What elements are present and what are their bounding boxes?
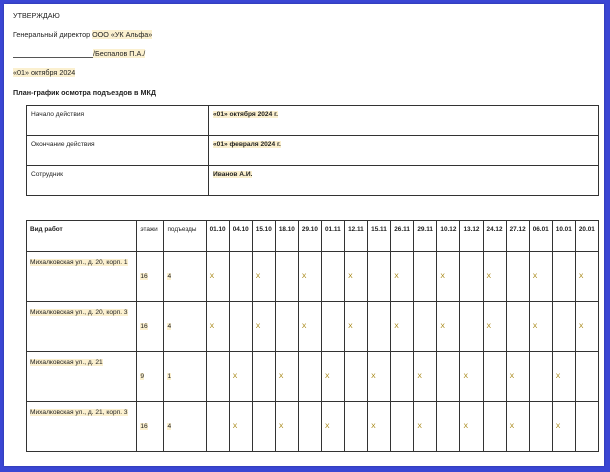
info-label: Сотрудник bbox=[27, 166, 209, 196]
schedule-cell bbox=[460, 402, 483, 452]
schedule-cell bbox=[345, 402, 368, 452]
inspection-mark: X bbox=[255, 323, 261, 330]
schedule-cell bbox=[437, 402, 460, 452]
info-value: «01» февраля 2024 г. bbox=[213, 141, 281, 148]
schedule-cell bbox=[298, 352, 321, 402]
floors-value: 16 bbox=[140, 423, 148, 430]
document-title: План-график осмотра подъездов в МКД bbox=[13, 88, 156, 97]
inspection-mark: X bbox=[209, 273, 215, 280]
schedule-cell bbox=[414, 402, 437, 452]
schedule-cell bbox=[506, 402, 529, 452]
schedule-cell bbox=[206, 402, 229, 452]
inspection-mark: X bbox=[371, 373, 376, 380]
schedule-cell bbox=[252, 352, 275, 402]
entrances-value: 4 bbox=[167, 273, 172, 280]
schedule-cell bbox=[552, 252, 575, 302]
inspection-mark: X bbox=[578, 273, 584, 280]
schedule-cell bbox=[206, 302, 229, 352]
info-value-cell bbox=[209, 106, 599, 136]
floors-value: 16 bbox=[140, 323, 148, 330]
info-value-cell bbox=[209, 166, 599, 196]
inspection-mark: X bbox=[578, 323, 584, 330]
info-value: «01» октября 2024 г. bbox=[213, 111, 279, 118]
date-header: 18.10 bbox=[275, 221, 298, 252]
entrances-value: 4 bbox=[167, 423, 172, 430]
schedule-cell bbox=[529, 402, 552, 452]
document-page bbox=[4, 4, 604, 466]
schedule-cell bbox=[437, 352, 460, 402]
schedule-cell bbox=[483, 352, 506, 402]
schedule-table bbox=[26, 220, 599, 452]
inspection-mark: X bbox=[278, 423, 284, 430]
approval-date bbox=[13, 68, 75, 77]
date-header: 27.12 bbox=[506, 221, 529, 252]
date-header: 24.12 bbox=[483, 221, 506, 252]
inspection-mark: X bbox=[417, 423, 422, 430]
info-value-cell bbox=[209, 136, 599, 166]
floors-value: 9 bbox=[140, 373, 145, 380]
schedule-cell bbox=[460, 352, 483, 402]
schedule-cell bbox=[229, 302, 252, 352]
schedule-cell bbox=[229, 352, 252, 402]
signature-blank bbox=[13, 50, 93, 58]
info-row bbox=[27, 166, 599, 196]
date-header: 29.11 bbox=[414, 221, 437, 252]
date-header: 01.11 bbox=[322, 221, 345, 252]
director-title: Генеральный директор bbox=[13, 30, 91, 39]
schedule-header: подъезды bbox=[164, 221, 206, 252]
inspection-mark: X bbox=[394, 323, 399, 330]
schedule-cell bbox=[298, 252, 321, 302]
schedule-header: этажи bbox=[137, 221, 164, 252]
date-header: 12.11 bbox=[345, 221, 368, 252]
date-header: 15.11 bbox=[368, 221, 391, 252]
signature-line bbox=[13, 49, 145, 58]
table-row bbox=[27, 252, 599, 302]
inspection-mark: X bbox=[440, 273, 445, 280]
schedule-cell bbox=[575, 352, 598, 402]
inspection-mark: X bbox=[509, 373, 515, 380]
schedule-cell bbox=[229, 402, 252, 452]
inspection-mark: X bbox=[232, 423, 238, 430]
address-cell bbox=[27, 352, 137, 402]
schedule-cell bbox=[391, 302, 414, 352]
address-cell bbox=[27, 302, 137, 352]
schedule-cell bbox=[529, 352, 552, 402]
schedule-cell bbox=[275, 352, 298, 402]
address-cell bbox=[27, 402, 137, 452]
schedule-cell bbox=[252, 302, 275, 352]
address-text: Михалковская ул., д. 20, корп. 1 bbox=[30, 259, 128, 266]
inspection-mark: X bbox=[325, 423, 330, 430]
inspection-mark: X bbox=[417, 373, 422, 380]
schedule-cell bbox=[552, 352, 575, 402]
schedule-cell bbox=[368, 252, 391, 302]
table-row bbox=[27, 302, 599, 352]
inspection-mark: X bbox=[532, 273, 538, 280]
schedule-cell bbox=[529, 302, 552, 352]
inspection-mark: X bbox=[440, 323, 445, 330]
schedule-cell bbox=[460, 252, 483, 302]
inspection-mark: X bbox=[463, 423, 469, 430]
inspection-mark: X bbox=[325, 373, 330, 380]
schedule-cell bbox=[252, 402, 275, 452]
schedule-cell bbox=[345, 302, 368, 352]
schedule-cell bbox=[252, 252, 275, 302]
address-text: Михалковская ул., д. 20, корп. 3 bbox=[30, 309, 128, 316]
inspection-mark: X bbox=[255, 273, 261, 280]
schedule-cell bbox=[391, 352, 414, 402]
date-header: 26.11 bbox=[391, 221, 414, 252]
info-label: Окончание действия bbox=[27, 136, 209, 166]
inspection-mark: X bbox=[486, 323, 492, 330]
date-header: 01.10 bbox=[206, 221, 229, 252]
schedule-cell bbox=[437, 252, 460, 302]
schedule-cell bbox=[506, 352, 529, 402]
schedule-cell bbox=[437, 302, 460, 352]
schedule-cell bbox=[275, 402, 298, 452]
schedule-cell bbox=[414, 352, 437, 402]
schedule-cell bbox=[483, 302, 506, 352]
schedule-cell bbox=[206, 352, 229, 402]
schedule-cell bbox=[322, 302, 345, 352]
signature-name: /Беспалов П.А./ bbox=[93, 49, 146, 58]
date-header: 20.01 bbox=[575, 221, 598, 252]
schedule-cell bbox=[575, 402, 598, 452]
info-value: Иванов А.И. bbox=[213, 171, 253, 178]
schedule-cell bbox=[483, 252, 506, 302]
info-row bbox=[27, 136, 599, 166]
floors-cell bbox=[137, 402, 164, 452]
floors-cell bbox=[137, 352, 164, 402]
inspection-mark: X bbox=[278, 373, 284, 380]
table-row bbox=[27, 352, 599, 402]
schedule-cell bbox=[345, 252, 368, 302]
floors-cell bbox=[137, 252, 164, 302]
date-header: 29.10 bbox=[298, 221, 321, 252]
schedule-cell bbox=[506, 252, 529, 302]
info-table bbox=[26, 105, 599, 196]
schedule-cell bbox=[229, 252, 252, 302]
date-header: 15.10 bbox=[252, 221, 275, 252]
date-header: 10.12 bbox=[437, 221, 460, 252]
schedule-cell bbox=[345, 352, 368, 402]
inspection-mark: X bbox=[555, 373, 561, 380]
inspection-mark: X bbox=[301, 323, 307, 330]
schedule-cell bbox=[322, 402, 345, 452]
schedule-cell bbox=[552, 402, 575, 452]
schedule-cell bbox=[275, 302, 298, 352]
info-label: Начало действия bbox=[27, 106, 209, 136]
schedule-cell bbox=[552, 302, 575, 352]
schedule-cell bbox=[483, 402, 506, 452]
entrances-value: 4 bbox=[167, 323, 172, 330]
inspection-mark: X bbox=[486, 273, 492, 280]
schedule-cell bbox=[506, 302, 529, 352]
inspection-mark: X bbox=[209, 323, 215, 330]
inspection-mark: X bbox=[348, 273, 353, 280]
schedule-cell bbox=[206, 252, 229, 302]
schedule-cell bbox=[575, 252, 598, 302]
inspection-mark: X bbox=[555, 423, 561, 430]
inspection-mark: X bbox=[232, 373, 238, 380]
approve-label: УТВЕРЖДАЮ bbox=[13, 11, 60, 20]
date-header: 10.01 bbox=[552, 221, 575, 252]
inspection-mark: X bbox=[463, 373, 469, 380]
schedule-cell bbox=[414, 252, 437, 302]
schedule-cell bbox=[298, 302, 321, 352]
floors-value: 16 bbox=[140, 273, 148, 280]
entrances-cell bbox=[164, 352, 206, 402]
schedule-header: Вид работ bbox=[27, 221, 137, 252]
schedule-cell bbox=[575, 302, 598, 352]
schedule-cell bbox=[368, 302, 391, 352]
address-text: Михалковская ул., д. 21, корп. 3 bbox=[30, 409, 128, 416]
schedule-cell bbox=[391, 252, 414, 302]
table-row bbox=[27, 402, 599, 452]
schedule-cell bbox=[322, 352, 345, 402]
inspection-mark: X bbox=[301, 273, 307, 280]
schedule-cell bbox=[391, 402, 414, 452]
schedule-cell bbox=[275, 252, 298, 302]
schedule-cell bbox=[368, 352, 391, 402]
entrances-cell bbox=[164, 302, 206, 352]
entrances-cell bbox=[164, 252, 206, 302]
floors-cell bbox=[137, 302, 164, 352]
address-text: Михалковская ул., д. 21 bbox=[30, 359, 103, 366]
schedule-cell bbox=[298, 402, 321, 452]
entrances-cell bbox=[164, 402, 206, 452]
entrances-value: 1 bbox=[167, 373, 172, 380]
inspection-mark: X bbox=[371, 423, 376, 430]
director-line bbox=[13, 30, 152, 39]
info-row bbox=[27, 106, 599, 136]
schedule-cell bbox=[322, 252, 345, 302]
date-header: 04.10 bbox=[229, 221, 252, 252]
inspection-mark: X bbox=[394, 273, 399, 280]
inspection-mark: X bbox=[532, 323, 538, 330]
approval-date-text: «01» октября 2024 bbox=[13, 68, 76, 77]
inspection-mark: X bbox=[348, 323, 353, 330]
company-name: ООО «УК Альфа» bbox=[92, 30, 153, 39]
date-header: 13.12 bbox=[460, 221, 483, 252]
schedule-cell bbox=[460, 302, 483, 352]
schedule-cell bbox=[368, 402, 391, 452]
schedule-cell bbox=[414, 302, 437, 352]
date-header: 06.01 bbox=[529, 221, 552, 252]
inspection-mark: X bbox=[509, 423, 515, 430]
schedule-cell bbox=[529, 252, 552, 302]
address-cell bbox=[27, 252, 137, 302]
